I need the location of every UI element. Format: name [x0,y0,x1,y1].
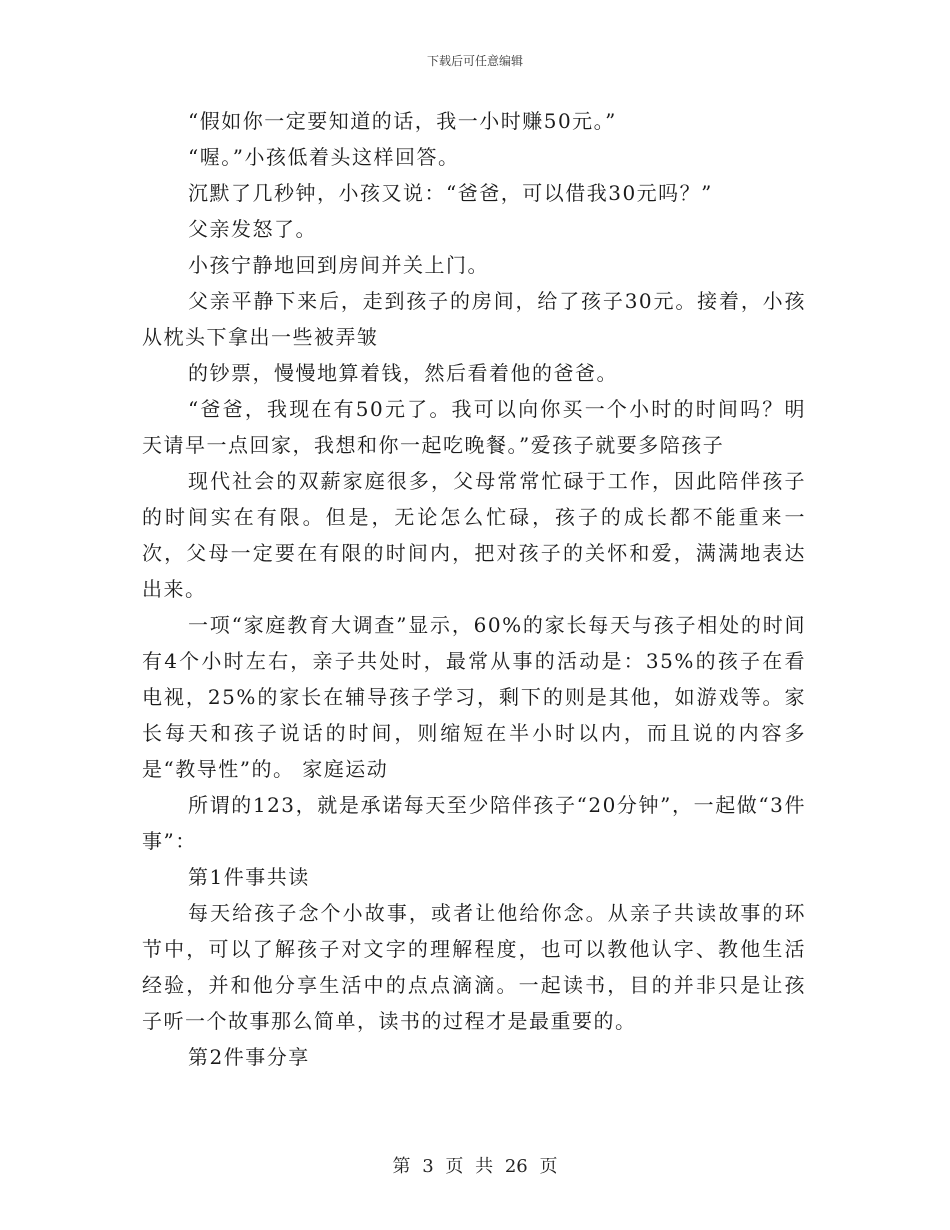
paragraph: 小孩宁静地回到房间并关上门。 [188,253,489,277]
page-header: 下载后可任意编辑 [426,54,523,68]
paragraph: 父亲发怒了。 [188,217,317,241]
paragraph: 父亲平静下来后，走到孩子的房间，给了孩子30元。接着，小孩从枕头下拿出一些被弄皱 [142,289,806,349]
paragraph: 现代社会的双薪家庭很多，父母常常忙碌于工作，因此陪伴孩子的时间实在有限。但是，无论怎么忙碌，孩子的成长都不能重来一次，父母一定要在有限的时间内，把对孩子的关怀和爱，满满地表达出来。 [142,469,806,601]
paragraph: “喔。”小孩低着头这样回答。 [188,145,460,169]
paragraph: 每天给孩子念个小故事，或者让他给你念。从亲子共读故事的环节中，可以了解孩子对文字的理解程度，也可以教他认字、教他生活经验，并和他分享生活中的点点滴滴。一起读书，目的并非只是让孩子听一个故事那么简单，读书的过程才是最重要的。 [142,901,806,1033]
paragraph: 沉默了几秒钟，小孩又说：“爸爸，可以借我30元吗？” [188,181,713,205]
body-text [142,103,806,1075]
section-heading: 第2件事分享 [188,1045,310,1069]
paragraph: “假如你一定要知道的话，我一小时赚50元。” [188,109,617,133]
paragraph: 的钞票，慢慢地算着钱，然后看着他的爸爸。 [188,361,618,385]
section-heading: 第1件事共读 [188,865,310,889]
paragraph: 一项“家庭教育大调查”显示，60%的家长每天与孩子相处的时间有4个小时左右，亲子共处时，最常从事的活动是：35%的孩子在看电视，25%的家长在辅导孩子学习，剩下的则是其他，如游戏等。家长每天和孩子说话的时间，则缩短在半小时以内，而且说的内容多是“教导性”的。 家庭运动 [142,613,806,781]
paragraph: 所谓的123，就是承诺每天至少陪伴孩子“20分钟”，一起做“3件事”： [142,793,806,853]
paragraph: “爸爸，我现在有50元了。我可以向你买一个小时的时间吗？明天请早一点回家，我想和你一起吃晚餐。”爱孩子就要多陪孩子 [142,397,806,457]
page-number: 第 3 页 共 26 页 [392,1156,558,1177]
